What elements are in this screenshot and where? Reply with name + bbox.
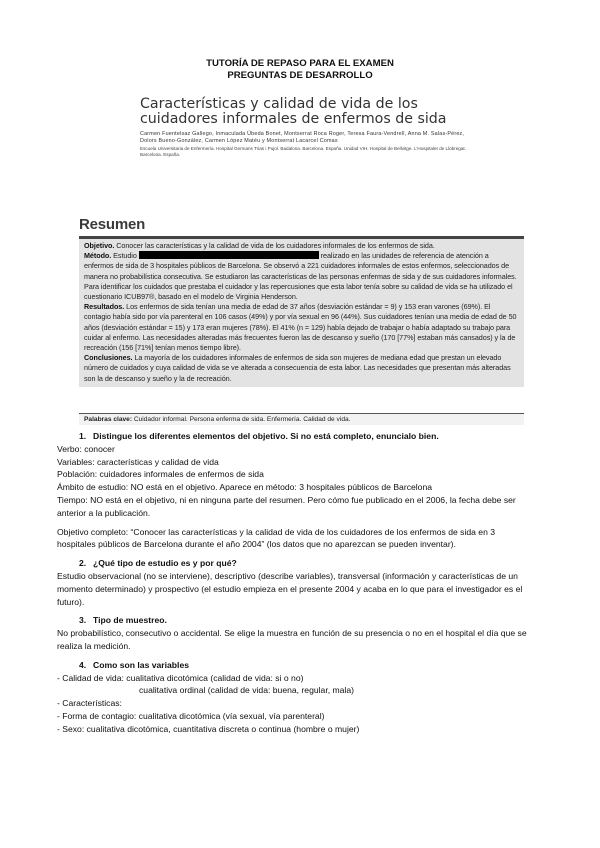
q3-answer: No probabilístico, consecutivo o accidental. Se elige la muestra en función de su presencia o no en el hospital el día que se realiza la medición. — [57, 628, 527, 651]
question-1-title: 1. Distingue los diferentes elementos del objetivo. Si no está completo, enuncialo bien. — [79, 431, 439, 441]
abstract-box — [79, 239, 524, 387]
q1-objetivo-completo: Objetivo completo: “Conocer las características y la calidad de vida de los cuidadores de los enfermos de sida en 3 hospitales públicos de Barcelona durante el año 2004” (los datos que no aparezcan se pueden inventar). — [57, 526, 496, 550]
document-header — [0, 58, 600, 82]
abstract-objetivo: Objetivo. Conocer las características y la calidad de vida de los cuidadores informales de los enfermos de sida. — [84, 241, 435, 250]
question-2-title: 2. ¿Qué tipo de estudio es y por qué? — [79, 558, 237, 569]
question-4-title: 4. Como son las variables — [79, 659, 189, 670]
answers-section — [57, 430, 535, 736]
question-3-title: 3. Tipo de muestreo. — [79, 615, 167, 626]
abstract-metodo: Método. Estudio realizado en las unidades de referencia de atención a enfermos de sida de 3 hospitales públicos de Barcelona. Se observó a 221 cuidadores informales de estos enfermos, seleccionados de manera no probabilística consecutiva. Se estudiaron las características de las personas enfermas de sida y de sus cuidadores informales. Para identificar los cuidados que prestaba el cuidador y las repercusiones que esta labor tenía sobre su calidad de vida se ha utilizado el cuestionario ICUB97®, basado en el modelo de Virginia Henderson. — [84, 251, 517, 302]
q1-verbo: Verbo: conocer — [57, 443, 115, 454]
q4-sexo: - Sexo: cualitativa dicotómica, cuantitativa discreta o continua (hombre o mujer) — [57, 723, 360, 734]
abstract-resultados: Resultados. Los enfermos de sida tenían una media de edad de 37 años (desviación estándar = 9) y 153 eran varones (69%). El contagio había sido por vía parenteral en 106 casos (49%) y por vía sexual en 96 (44%). Sus cuidadores tenían una media de edad de 50 años (desviación estándar = 15) y 173 eran mujeres (78%). El 41% (n = 129) había dejado de trabajar o había adaptado su trabajo para cuidar al enfermo. Las necesidades alteradas más frecuentes fueron las de descanso y sueño (170 [77%] estaban más cansados) y la de recreación (156 [71%] tenían menos tiempo libre). — [84, 302, 517, 353]
keywords-bar: Palabras clave: Cuidador informal. Persona enferma de sida. Enfermería. Calidad de vida. — [79, 413, 524, 425]
article-affiliation: Escuela Universitaria de Enfermería. Hospital Germans Trias i Pujol. Badalona. Barcelona. España. Unidad VIH. Hospital de Bellvitge. L'Hospitalet de Llobregat. Barcelona. España. — [140, 146, 466, 157]
q4-calidad-vida: - Calidad de vida: cualitativa dicotómica (calidad de vida: si o no) — [57, 672, 304, 683]
redaction-bar — [139, 251, 319, 259]
abstract-conclusiones: Conclusiones. La mayoría de los cuidadores informales de enfermos de sida son mujeres de mediana edad que prestan un elevado número de cuidados y cuya calidad de vida se ve alterada a consecuencia de esta labor. Las necesidades que presentan más alteradas son la de descanso y sueño y la de recreación. — [84, 353, 511, 383]
q1-tiempo: Tiempo: NO está en el objetivo, ni en ninguna parte del resumen. Pero cómo fue publicado en el 2006, la fecha debe ser anterior a la publicación. — [57, 494, 516, 518]
resumen-heading: Resumen — [79, 216, 146, 233]
q1-variables: Variables: características y calidad de vida — [57, 456, 219, 467]
article-authors: Carmen Fuentelsaz Gallego, Inmaculada Úbeda Bonet, Montserrat Roca Roger, Teresa Faura-Vendrell, Anna M. Salas-Pérez, Dolors Bueno-González, Carmen López Matéu y Montserrat Lacarcel Comas — [140, 131, 465, 144]
q4-calidad-vida-ordinal: cualitativa ordinal (calidad de vida: buena, regular, mala) — [139, 685, 354, 696]
q4-caracteristicas: - Características: — [57, 698, 122, 709]
q1-poblacion: Población: cuidadores informales de enfermos de sida — [57, 469, 264, 480]
article-title: Características y calidad de vida de los cuidadores informales de enfermos de sida — [140, 96, 447, 127]
q1-ambito: Ámbito de estudio: NO está en el objetivo. Aparece en método: 3 hospitales públicos de Barcelona — [57, 482, 433, 493]
article-header — [140, 97, 470, 158]
q4-forma-contagio: - Forma de contagio: cualitativa dicotómica (vía sexual, vía parenteral) — [57, 710, 325, 721]
q2-answer: Estudio observacional (no se interviene), descriptivo (describe variables), transversal (información y características de un momento determinado) y prospectivo (el estudio empieza en el presente 2004 y acaba en lo que para el investigador es el futuro). — [57, 570, 523, 607]
header-title: TUTORÍA DE REPASO PARA EL EXAMEN — [206, 58, 394, 69]
header-subtitle: PREGUNTAS DE DESARROLLO — [227, 70, 373, 81]
